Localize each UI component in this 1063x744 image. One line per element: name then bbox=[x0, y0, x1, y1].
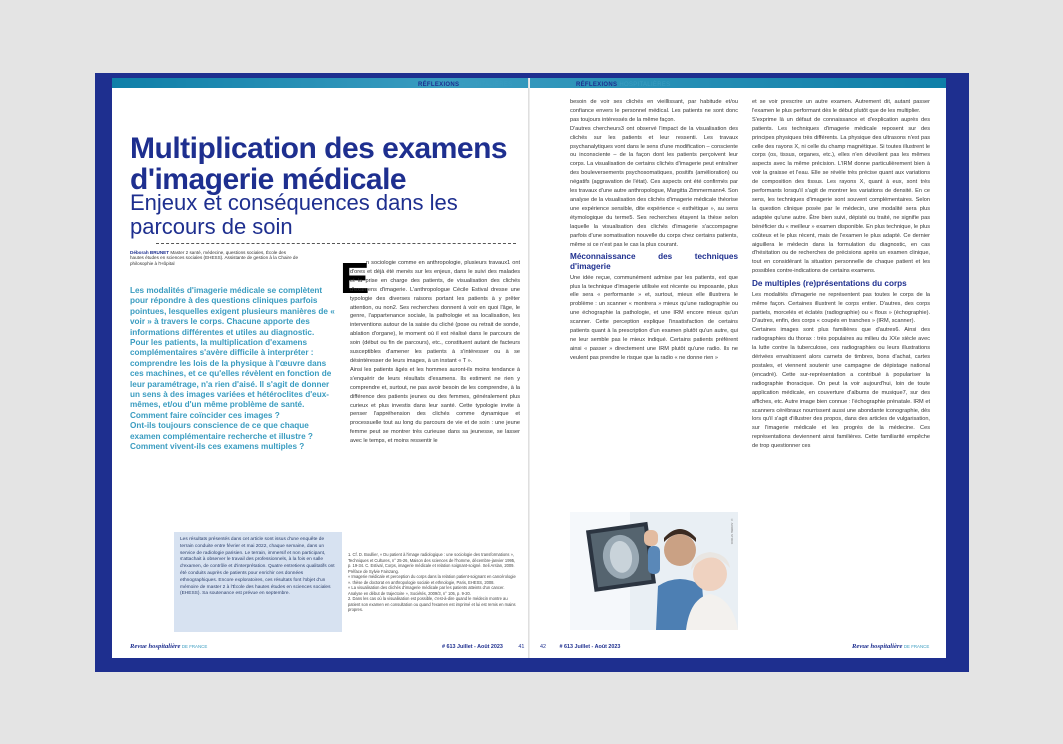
right-issue: 42 # 613 Juillet - Août 2023 bbox=[540, 644, 621, 650]
drop-cap: E bbox=[340, 254, 370, 303]
body-column-3 bbox=[752, 98, 930, 451]
lead-question: Comment faire coïncider ces images ? bbox=[130, 410, 280, 420]
author-bio: Master 2 santé, médecine, questions sociales, École des hautes études en sciences sociales (EHESS). Assistante de gestion à la Chaire de philosophie à l'Hôpital bbox=[130, 250, 299, 266]
body-column-2 bbox=[570, 98, 738, 363]
magazine-spread bbox=[112, 78, 946, 658]
doctor-patient-photo bbox=[570, 512, 738, 630]
footnotes bbox=[348, 552, 518, 613]
footnote: 2. Dans les cas où la visualisation est possible, c'est-à-dire quand le médecin montre au patient son examen en consultation ou quand l'examen est imprimé et lui est remis en mains propres. bbox=[348, 596, 516, 612]
author-name: Déborah BRUNET bbox=[130, 250, 170, 255]
body-paragraph: besoin de voir ses clichés en vieillissant, par habitude et/ou confiance envers le personnel médical. Les patients ne sont donc pas toujours intéressés de la même façon. bbox=[570, 99, 738, 123]
photo-illustration bbox=[570, 512, 738, 630]
author-block bbox=[130, 250, 300, 266]
lead-paragraph: Les modalités d'imagerie médicale se complètent pour répondre à des questions cliniques parfois pointues, lesquelles exigent plusieurs manières de « voir » à travers le corps. Chacune apporte des informations différentes et utiles au diagnostic. bbox=[130, 286, 335, 337]
lead-paragraph: Pour les patients, la multiplication d'examens complémentaires s'avère difficile à interpréter : comprendre les lois de la physique à l'œuvre dans ces machines, et ce qu'elles révèlent en fonction de leur paramétrage, n'a rien d'aisé. Il s'agit de donner un sens à des images variées et hétéroclites d'eux-mêmes, et/ou d'un même problème de santé. bbox=[130, 338, 332, 410]
methodology-box: Les résultats présentés dans cet article sont issus d'une enquête de terrain conduite entre février et mai 2022, chaque semaine, dans un service de radiologie parisien. Le terrain, immersif et non participant, s'attachait à observer le travail des professionnels, à la fois en salle d'examen, de contrôle et d'interprétation. Quatre entretiens qualitatifs ont été conduits auprès de patients pour enrichir ces données ethnographiques. Encore exploratoires, ces résultats font l'objet d'un mémoire de master 2 à l'École des hautes études en sciences sociales (EHESS). Sa soutenance est prévue en septembre. bbox=[174, 532, 342, 632]
left-issue: # 613 Juillet - Août 2023 41 bbox=[442, 644, 525, 650]
left-page bbox=[112, 78, 528, 658]
body-paragraph: D'autres chercheurs3 ont observé l'impact de la visualisation des clichés sur les patients et leur ressenti. Les travaux psychanalytiques vont dans le sens d'une modification – consciente ou inconsciente – de la façon dont les patients perçoivent leur corps. La visualisation de certains clichés d'imagerie peut entraîner des bouleversements psychosomatiques, positifs (amélioration) ou négatifs (aggravation de l'état). Ces aspects ont été confirmés par les travaux d'une autre anthropologue, Margitta Zimmermann4. Son analyse de la visualisation des clichés d'imagerie médicale théorise une expérience sensible, dite expérience « esthétique », au sens étymologique du terme5. Ses recherches étayent la thèse selon laquelle la visualisation des clichés d'imagerie s'accompagne parfois d'une somatisation nouvelle du corps chez certains patients, même si ce n'est pas le cas la plus courant. bbox=[570, 125, 738, 248]
body-paragraph: S'exprime là un défaut de connaissance et d'explication auprès des patients. Les techniques d'imagerie médicale reposent sur des principes physiques très différents. La physique des ultrasons n'est pas celle des rayons X, ni celle du champ magnétique. Si toutes illustrent le corps (os, tissus, organes, etc.), elles n'en dévoilent pas les mêmes aspects avec la même précision. L'IRM donne particulièrement bien à voir la graisse et l'eau. Elle se révèle très précise quant aux variations de composition des tissus. Les rayons X, quant à eux, sont très performants lorsqu'il s'agit de montrer les variations de densité. En ce sens, les techniques d'imagerie sont souvent complémentaires. Selon la question clinique posée par le médecin, une modalité sera plus adaptée qu'une autre. Être bien suivi, dépisté ou traité, ne signifie pas bénéficier du « meilleur » examen disponible. En plus technique, le plus coûteux et le plus récent, mais de l'examen le plus adapté. Ce dernier aiguillera le médecin dans la formulation du diagnostic, en cas d'hésitation ou de recherches de précisions après un examen clinique, tout en considérant la situation personnelle de chaque patient et les possibles contre-indications de certains examens. bbox=[752, 116, 930, 275]
rubric-left: RÉFLEXIONS HOSPITALIÈRES bbox=[418, 82, 513, 88]
article-title: Multiplication des examens d'imagerie médicale bbox=[130, 132, 508, 196]
footnote: 1. Cf. D. Boullier, « Du patient à l'image radiologique : une sociologie des transformations », Techniques et Cultures, n° 25-26, Maison des sciences de l'homme, décembre-janvier 1995, p. 19-34. C. Estival, Corps, imagerie médicale et relation soignant-soigné. Seli Arslan, 2009. Préface de Sylvie Fainzang. bbox=[348, 552, 516, 574]
body-paragraph: et se voir prescrire un autre examen. Autrement dit, autant passer l'examen le plus performant dès le début plutôt que de les multiplier. bbox=[752, 99, 930, 114]
right-footer: Revue hospitalière DE FRANCE bbox=[852, 643, 930, 650]
page-number-right: 42 bbox=[540, 644, 546, 650]
body-paragraph: Une idée reçue, communément admise par les patients, est que plus la technique d'imagerie utilisée est récente ou imposante, plus elle sera « performante » et, surtout, mieux elle illustrera le problème : un scanner « montrera » mieux qu'une radiographie ou une échographie la pathologie, et une IRM encore mieux qu'un scanner. Cette perception explique l'insatisfaction de certains patients quant à la prescription d'un examen plutôt qu'un autre, qui ne leur semble pas le mieux indiqué. Certains patients préfèrent ainsi « passer » directement une IRM plutôt qu'une radio. Ils ne veulent pas prendre le risque que la radio « ne donne rien » bbox=[570, 274, 738, 361]
rubric-right: RÉFLEXIONS HOSPITALIÈRES bbox=[576, 82, 671, 88]
article-subtitle: Enjeux et conséquences dans les parcours de soin bbox=[130, 190, 458, 239]
body-paragraph: Les modalités d'imagerie ne représentent pas toutes le corps de la même façon. Certaines illustrent le corps entier. D'autres, des corps partiels, morcelés et éclatés (radiographie) ou « flous » (échographie). D'autres, enfin, des corps « coupés en tranches » (IRM, scanner). bbox=[752, 291, 930, 325]
right-page bbox=[530, 78, 946, 658]
left-footer: Revue hospitalière DE FRANCE bbox=[130, 643, 208, 650]
lead-question: Comment vivent-ils ces examens multiples ? bbox=[130, 442, 305, 452]
article-lead bbox=[130, 286, 338, 453]
lead-question: Ont-ils toujours conscience de ce que chaque examen complémentaire recherche et illustre ? bbox=[130, 421, 313, 441]
page-number-left: 41 bbox=[518, 644, 525, 650]
magazine-name: Revue hospitalière bbox=[852, 643, 903, 650]
title-divider bbox=[156, 243, 516, 244]
footnote: « La visualisation des clichés d'imagerie médicale par les patients atteints d'un cancer. Analyse en début de trajectoire », Sociétés, 2009/3, n° 105, p. 9-20. bbox=[348, 585, 505, 596]
body-paragraph: Ainsi les patients âgés et les hommes auront-ils moins tendance à s'enquérir de leurs résultats d'examens. Ils estiment ne rien y comprendre et, surtout, ne pas avoir besoin de les comprendre, à la différence des patients jeunes ou des femmes, généralement plus curieux et plus investis dans leur santé. Cette typologie invite à penser l'appréhension des clichés comme dynamique et processuelle tout au long du parcours de vie et de soin : une jeune femme peut se montrer très curieuse dans sa jeunesse, se lasser avec le temps, et moins ressentir le bbox=[350, 366, 520, 445]
body-paragraph: n sociologie comme en anthropologie, plusieurs travaux1 ont d'ores et déjà été menés sur les enjeux, dans le suivi des malades et la prise en charge des patients, de visualisation des clichés d'examens d'imagerie. L'anthropologue Cécile Estival dresse une typologie des diverses raisons portant les patients à y prêter attention, ou non2. Ses recherches donnent à voir en quoi l'âge, le genre, l'appartenance sociale, la pathologie et sa localisation, les interventions autour de la saisie du cliché (pose ou retrait de sonde, ablation d'organe), le moment où il est réalisé dans le parcours de soin (début ou fin de parcours), etc., constituent autant de facteurs susceptibles d'amener les patients à s'intéresser ou à se désintéresser de leurs images, à un instant « T ». bbox=[350, 260, 520, 364]
section-heading: De multiples (re)présentations du corps bbox=[752, 279, 907, 289]
body-paragraph: Certaines images sont plus familières que d'autres6. Ainsi des radiographies du thorax : très populaires au milieu du XXe siècle avec la lutte contre la tuberculose, ces radiographies ou leurs illustrations dérivées envahissent alors carnets de timbres, bons d'achat, cartes postales, et viennent soutenir une campagne de dépistage national (encadré). Cette sur-représentation a contribué à populariser la radiographie thoracique. On peut la voir aujourd'hui, loin de toute application médicale, en couverture d'albums de musique7, sur des affiches, etc. Autre image bien connue : l'échographie prénatale. IRM et scanners cérébraux nourrissent aussi une abondante iconographie, dès lors qu'il s'agit d'illustrer des propos, dans des articles de vulgarisation, sur l'imagerie médicale et les progrès de la médecine. Ces représentations deviennent ainsi familières. Cette familiarité empêche de trop questionner ces bbox=[752, 327, 930, 450]
body-column-1 bbox=[350, 259, 520, 446]
magazine-name: Revue hospitalière bbox=[130, 643, 181, 650]
section-heading: Méconnaissance des techniques d'imagerie bbox=[570, 252, 738, 271]
photo-credit: © ADOBE STOCK bbox=[730, 518, 734, 545]
footnote: « Imagerie médicale et perception du corps dans la relation patient-soignant en cancérologie ». thèse de doctorat en anthropologie sociale et ethnologie, Paris, EHESS, 2008. bbox=[348, 574, 516, 585]
